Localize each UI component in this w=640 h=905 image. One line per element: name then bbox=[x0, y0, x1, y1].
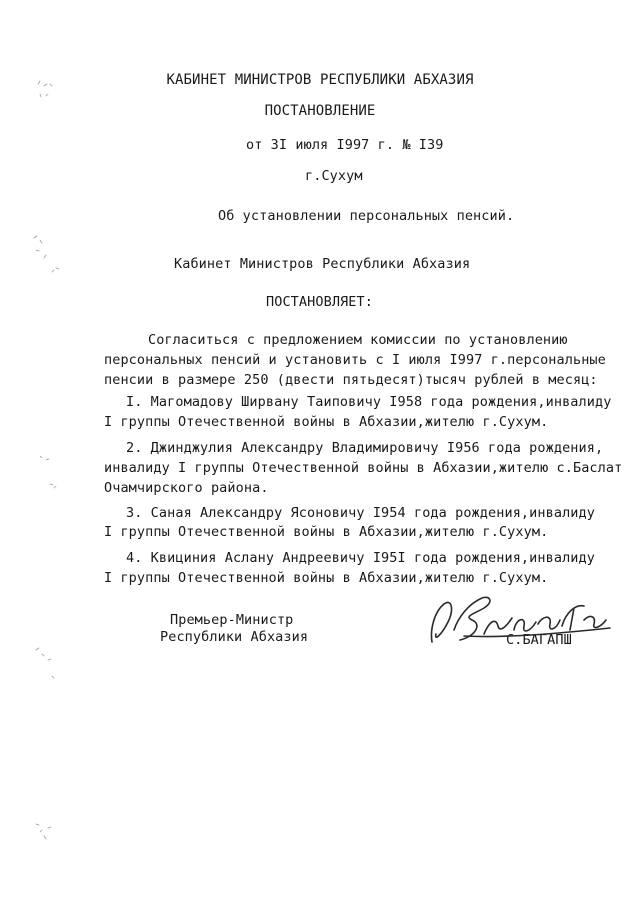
intro-line-3: пенсии в размере 250 (двести пятьдесят)тысяч рублей в месяц: bbox=[104, 372, 598, 388]
item-4-line-1: 4. Квициния Аслану Андреевичу I95I года рождения,инвалиду bbox=[126, 550, 595, 566]
signatory-post-title: Премьер-Министр bbox=[170, 612, 294, 628]
item-1-line-1: I. Магомадову Ширвану Таиповичу I958 года рождения,инвалиду bbox=[126, 394, 612, 410]
item-2-line-3: Очамчирского района. bbox=[104, 480, 269, 496]
intro-line-2: персональных пенсий и установить с I июля I997 г.персональные bbox=[104, 352, 606, 368]
document-type: ПОСТАНОВЛЕНИЕ bbox=[264, 103, 376, 119]
item-4-line-2: I группы Отечественной войны в Абхазии,жителю г.Сухум. bbox=[104, 570, 549, 586]
item-1-line-2: I группы Отечественной войны в Абхазии,жителю г.Сухум. bbox=[104, 414, 549, 430]
scan-margin-marks bbox=[0, 0, 100, 905]
handwritten-signature bbox=[424, 590, 614, 650]
document-date-number: от 3I июля I997 г. № I39 bbox=[246, 137, 444, 153]
item-2-line-2: инвалиду I группы Отечественной войны в Абхазии,жителю с.Баслат bbox=[104, 460, 623, 476]
issuer-line: Кабинет Министров Республики Абхазия bbox=[174, 256, 471, 272]
item-2-line-1: 2. Джинджулия Александру Владимировичу I956 года рождения, bbox=[126, 440, 604, 456]
org-title: КАБИНЕТ МИНИСТРОВ РЕСПУБЛИКИ АБХАЗИЯ bbox=[166, 72, 474, 88]
document-subject: Об установлении персональных пенсий. bbox=[218, 208, 515, 224]
signer-name: С.БАГАПШ bbox=[506, 632, 572, 648]
document-city: г.Сухум bbox=[305, 168, 363, 184]
item-3-line-2: I группы Отечественной войны в Абхазии,жителю г.Сухум. bbox=[104, 524, 549, 540]
decree-word: ПОСТАНОВЛЯЕТ: bbox=[266, 294, 373, 310]
signatory-post-org: Республики Абхазия bbox=[160, 629, 309, 645]
item-3-line-1: 3. Саная Александру Ясоновичу I954 года рождения,инвалиду bbox=[126, 505, 595, 521]
intro-line-1: Согласиться с предложением комиссии по установлению bbox=[148, 332, 568, 348]
